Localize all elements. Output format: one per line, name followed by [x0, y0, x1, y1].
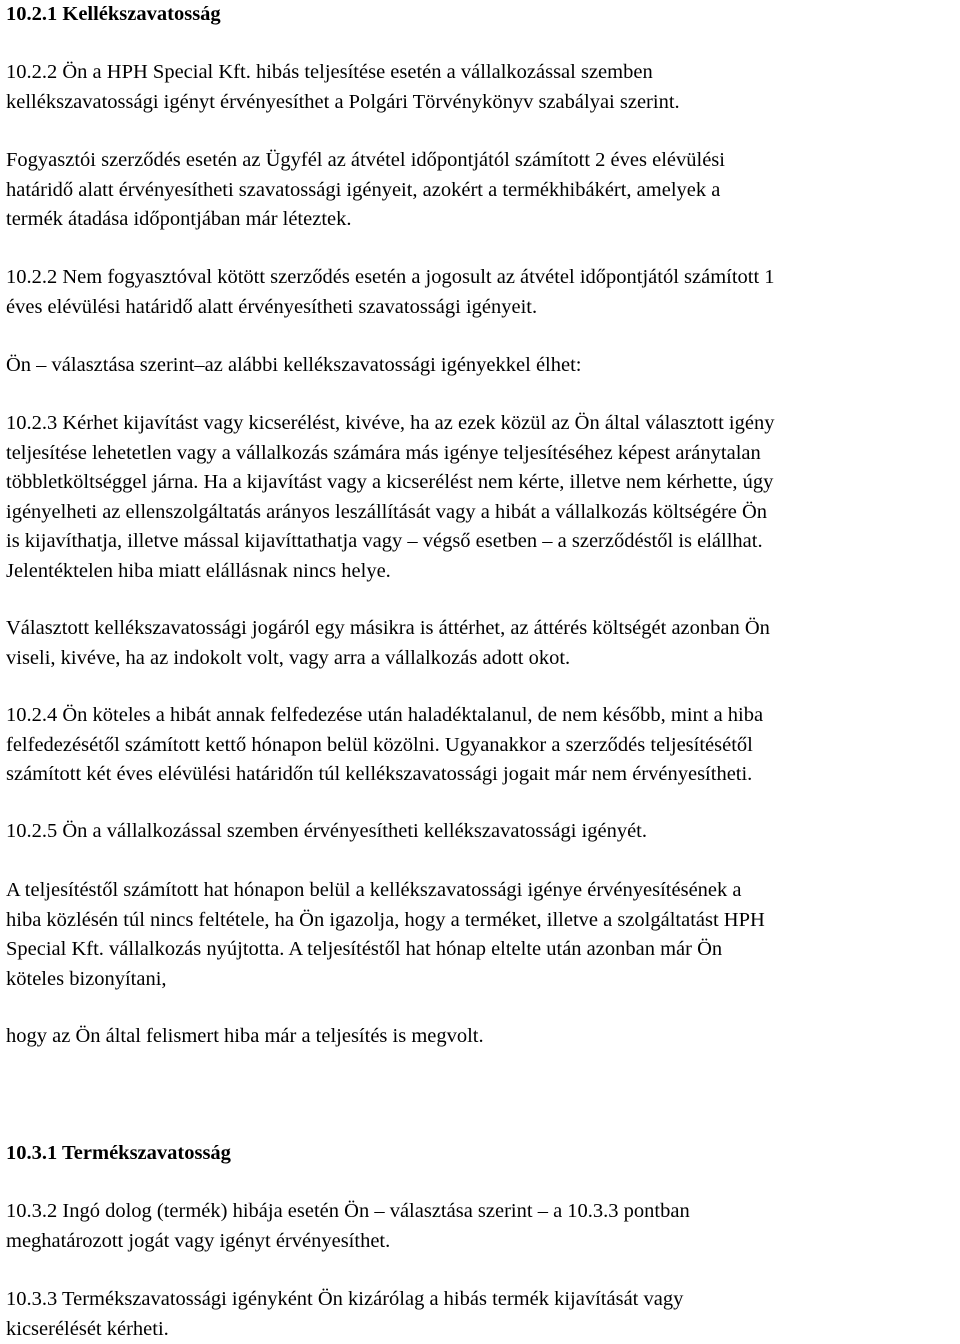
paragraph-line: Special Kft. vállalkozás nyújtotta. A teljesítéstől hat hónap eltelte után azonban már Ön: [6, 935, 956, 965]
paragraph-line: 10.2.4 Ön köteles a hibát annak felfedezése után haladéktalanul, de nem később, mint a hiba: [6, 701, 956, 731]
paragraph-consumer-contract: [6, 146, 956, 235]
paragraph-line: 10.2.2 Nem fogyasztóval kötött szerződés esetén a jogosult az átvétel időpontjától számított 1: [6, 263, 956, 293]
paragraph-line: kicserélését kérheti.: [6, 1315, 956, 1344]
paragraph-line: köteles bizonyítani,: [6, 965, 956, 995]
paragraph-six-months: [6, 876, 956, 994]
paragraph-line: Jelentéktelen hiba miatt elállásnak nincs helye.: [6, 557, 956, 587]
paragraph-line: igényelheti az ellenszolgáltatás arányos leszállítását vagy a hibát a vállalkozás költségére Ön: [6, 498, 956, 528]
paragraph-10-2-5: [6, 817, 956, 847]
heading-text: 10.3.1 Termékszavatosság: [6, 1139, 956, 1169]
paragraph-switch-right: [6, 614, 956, 673]
paragraph-line: Fogyasztói szerződés esetén az Ügyfél az átvétel időpontjától számított 2 éves elévülési: [6, 146, 956, 176]
paragraph-line: 10.2.5 Ön a vállalkozással szemben érvényesítheti kellékszavatossági igényét.: [6, 817, 956, 847]
heading-text: 10.2.1 Kellékszavatosság: [6, 0, 956, 30]
paragraph-10-2-3: [6, 409, 956, 586]
paragraph-line: számított két éves elévülési határidőn túl kellékszavatossági jogait már nem érvényesítheti.: [6, 760, 956, 790]
paragraph-line: éves elévülési határidő alatt érvényesítheti szavatossági igényeit.: [6, 293, 956, 323]
paragraph-line: Választott kellékszavatossági jogáról egy másikra is áttérhet, az áttérés költségét azonban Ön: [6, 614, 956, 644]
paragraph-line: 10.2.3 Kérhet kijavítást vagy kicserélést, kivéve, ha az ezek közül az Ön által választott igény: [6, 409, 956, 439]
paragraph-line: felfedezésétől számított kettő hónapon belül közölni. Ugyanakkor a szerződés teljesítésétől: [6, 731, 956, 761]
paragraph-10-2-2-claim: [6, 58, 956, 117]
paragraph-line: kellékszavatossági igényt érvényesíthet a Polgári Törvénykönyv szabályai szerint.: [6, 88, 956, 118]
paragraph-line: hogy az Ön által felismert hiba már a teljesítés is megvolt.: [6, 1022, 956, 1052]
paragraph-line: A teljesítéstől számított hat hónapon belül a kellékszavatossági igénye érvényesítésének a: [6, 876, 956, 906]
paragraph-proof: [6, 1022, 956, 1052]
paragraph-line: 10.3.3 Termékszavatossági igényként Ön kizárólag a hibás termék kijavítását vagy: [6, 1285, 956, 1315]
paragraph-line: 10.2.2 Ön a HPH Special Kft. hibás teljesítése esetén a vállalkozással szemben: [6, 58, 956, 88]
paragraph-10-2-4: [6, 701, 956, 790]
paragraph-line: viseli, kivéve, ha az indokolt volt, vagy arra a vállalkozás adott okot.: [6, 644, 956, 674]
paragraph-10-3-2: [6, 1197, 956, 1256]
paragraph-line: is kijavíthatja, illetve mással kijavíttathatja vagy – végső esetben – a szerződéstől is elállhat.: [6, 527, 956, 557]
paragraph-line: hiba közlésén túl nincs feltétele, ha Ön igazolja, hogy a terméket, illetve a szolgáltatást HPH: [6, 906, 956, 936]
paragraph-line: termék átadása időpontjában már léteztek.: [6, 205, 956, 235]
paragraph-line: többletköltséggel járna. Ha a kijavítást vagy a kicserélést nem kérte, illetve nem kérhette, úgy: [6, 468, 956, 498]
paragraph-10-2-2-non-consumer: [6, 263, 956, 322]
paragraph-line: határidő alatt érvényesítheti szavatossági igényeit, azokért a termékhibákért, amelyek a: [6, 176, 956, 206]
paragraph-choice: [6, 351, 956, 381]
section-heading-10-2-1: [6, 0, 956, 30]
paragraph-10-3-3: [6, 1285, 956, 1344]
paragraph-line: teljesítése lehetetlen vagy a vállalkozás számára más igénye teljesítéséhez képest aránytalan: [6, 439, 956, 469]
section-heading-10-3-1: [6, 1139, 956, 1169]
paragraph-line: meghatározott jogát vagy igényt érvényesíthet.: [6, 1227, 956, 1257]
paragraph-line: Ön – választása szerint–az alábbi kellékszavatossági igényekkel élhet:: [6, 351, 956, 381]
paragraph-line: 10.3.2 Ingó dolog (termék) hibája esetén Ön – választása szerint – a 10.3.3 pontban: [6, 1197, 956, 1227]
